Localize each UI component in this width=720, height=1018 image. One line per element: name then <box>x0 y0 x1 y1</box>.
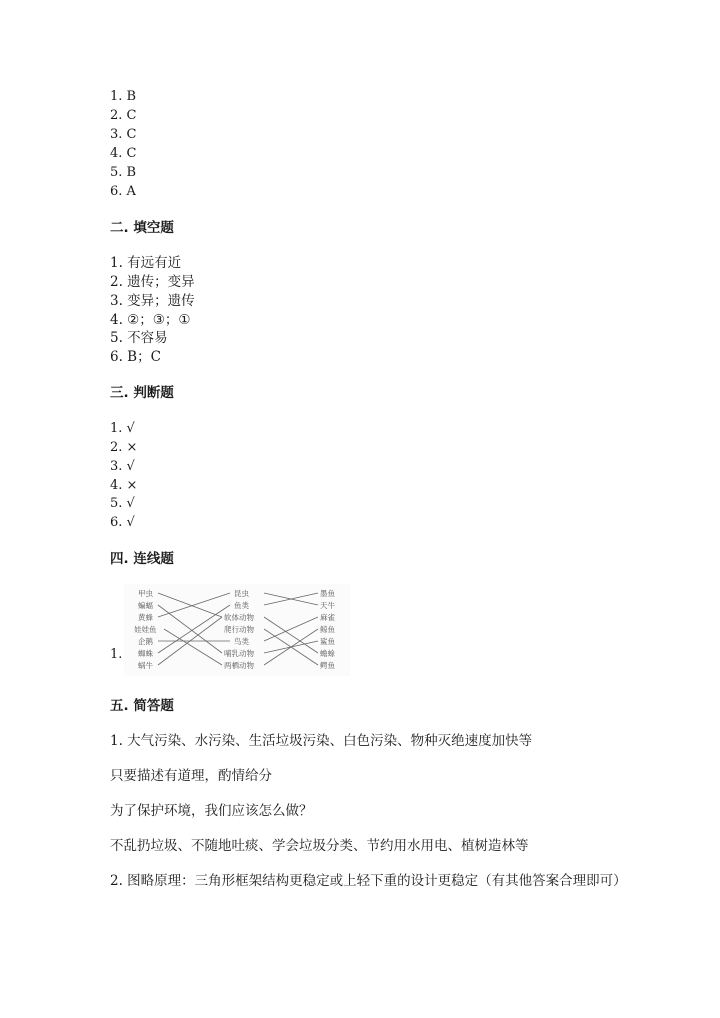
middle-item: 鱼类 <box>234 601 249 610</box>
left-item: 企鹅 <box>138 637 153 646</box>
answer-2-5: 5. 不容易 <box>110 330 168 346</box>
middle-right-lines <box>264 593 318 665</box>
left-item: 娃娃鱼 <box>134 625 157 634</box>
connector-line <box>164 629 222 665</box>
middle-item: 昆虫 <box>234 589 249 598</box>
right-item: 鳄鱼 <box>320 661 335 670</box>
scoring-note: 只要描述有道理，酌情给分 <box>110 768 272 784</box>
left-item: 黄蜂 <box>138 613 153 622</box>
answer-2-1: 1. 有远有近 <box>110 255 182 271</box>
matching-diagram <box>124 584 350 676</box>
answer-1-1: 1. B <box>110 89 137 104</box>
section-3-heading: 三. 判断题 <box>110 385 174 401</box>
left-item: 蝙蝠 <box>138 601 153 610</box>
answer-1-4: 4. C <box>110 146 137 161</box>
short-answer-2: 2. 图略原理：三角形框架结构更稳定或上轻下重的设计更稳定（有其他答案合理即可） <box>110 873 627 889</box>
section-4-heading: 四. 连线题 <box>110 551 174 567</box>
answer-1-6: 6. A <box>110 184 136 199</box>
answer-1-2: 2. C <box>110 108 137 123</box>
right-item: 蟾蜍 <box>320 649 335 658</box>
answer-1-5: 5. B <box>110 165 137 180</box>
middle-item: 两栖动物 <box>224 661 254 670</box>
connector-line <box>158 605 222 653</box>
right-item: 鲨鱼 <box>320 637 335 646</box>
answer-2-6: 6. B；C <box>110 349 161 365</box>
answer-3-1: 1. √ <box>110 421 135 436</box>
right-item: 鲸鱼 <box>320 625 335 634</box>
short-answer-1: 1. 大气污染、水污染、生活垃圾污染、白色污染、物种灭绝速度加快等 <box>110 733 533 749</box>
section-2-heading: 二. 填空题 <box>110 220 174 236</box>
answer-3-2: 2. × <box>110 440 138 455</box>
section-5-heading: 五. 简答题 <box>110 698 174 714</box>
connector-line <box>264 617 318 641</box>
left-item: 蜘蛛 <box>138 649 153 658</box>
left-item: 甲虫 <box>138 589 153 598</box>
middle-item: 鸟类 <box>234 637 249 646</box>
middle-item: 爬行动物 <box>224 625 254 634</box>
right-item: 天牛 <box>320 601 335 610</box>
follow-up-question: 为了保护环境，我们应该怎么做？ <box>110 803 313 819</box>
answer-3-4: 4. × <box>110 478 138 493</box>
middle-item: 软体动物 <box>224 613 254 622</box>
left-item: 蜗牛 <box>138 661 153 670</box>
matching-answer <box>110 584 350 676</box>
connector-line <box>158 605 230 653</box>
matching-number: 1. <box>110 647 123 662</box>
answer-3-6: 6. √ <box>110 515 135 530</box>
answer-3-5: 5. √ <box>110 496 135 511</box>
short-answer-1b: 不乱扔垃圾、不随地吐痰、学会垃圾分类、节约用水用电、植树造林等 <box>110 838 529 854</box>
answer-2-2: 2. 遗传；变异 <box>110 274 195 290</box>
matching-lines-figure <box>124 584 350 676</box>
right-item: 麻雀 <box>320 613 335 622</box>
answer-2-3: 3. 变异；遗传 <box>110 293 195 309</box>
answer-2-4: 4. ②；③；① <box>110 312 191 328</box>
answer-3-3: 3. √ <box>110 459 135 474</box>
connector-line <box>264 617 318 653</box>
right-item: 墨鱼 <box>320 589 335 598</box>
connector-line <box>158 593 230 617</box>
middle-item: 哺乳动物 <box>224 649 254 658</box>
left-middle-lines <box>158 593 230 665</box>
answer-1-3: 3. C <box>110 127 137 142</box>
